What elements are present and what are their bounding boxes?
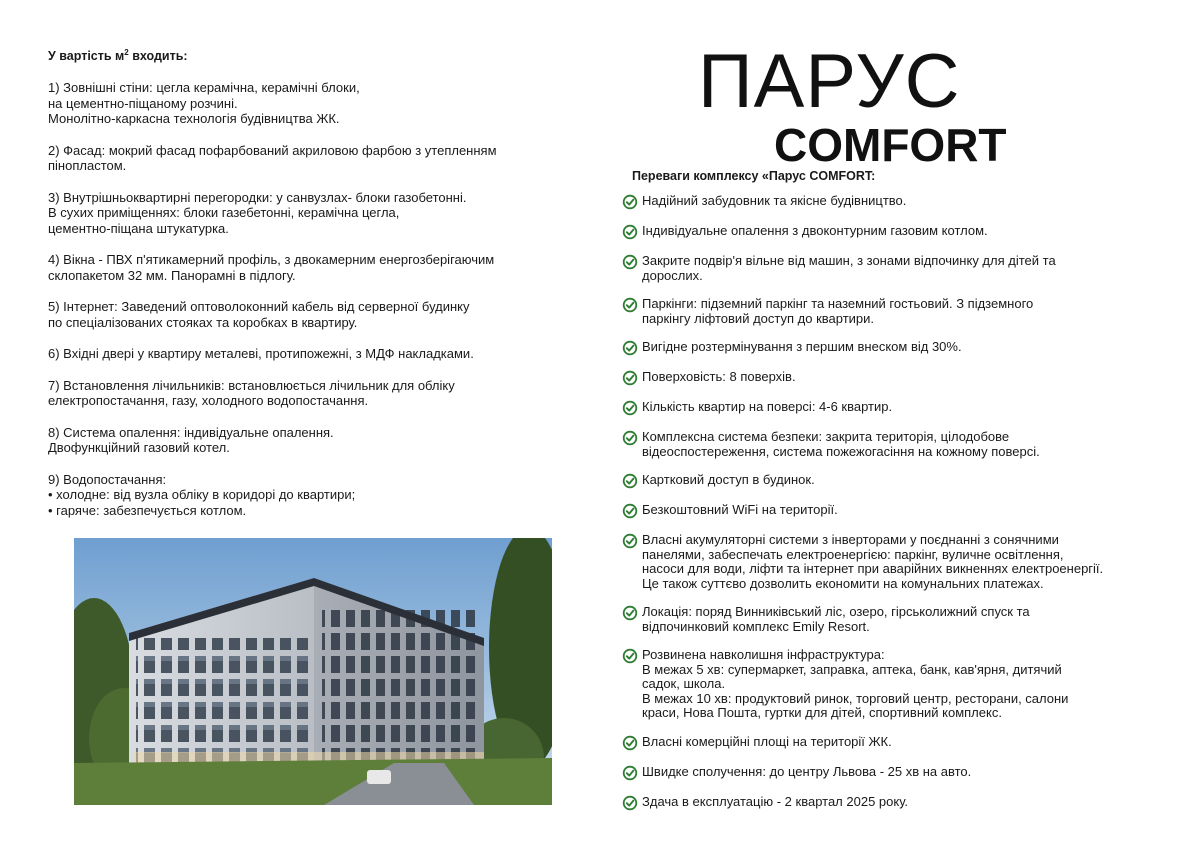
spec-item: 2) Фасад: мокрий фасад пофарбований акриловою фарбою з утепленням пінопластом. bbox=[48, 142, 497, 174]
advantage-text: Розвинена навколишня інфраструктура: В межах 5 хв: супермаркет, заправка, аптека, банк, кав'ярня, дитячий садок, школа. В межах 10 хв: продуктовий ринок, торговий центр, ресторани, салони краси, Нова Пошта, гуртки для дітей, спортивний комплекс. bbox=[642, 647, 1069, 720]
check-circle-icon bbox=[622, 194, 638, 210]
advantage-item bbox=[622, 194, 1182, 210]
spec-item: 3) Внутрішньоквартирні перегородки: у санвузлах- блоки газобетонні. В сухих приміщеннях: блоки газебетонні, керамічна цегла, цементно-піщана штукатурка. bbox=[48, 189, 467, 236]
advantage-text: Власні акумуляторні системи з інверторами у поєднанні з сонячними панелями, забеспечать електроенергією: паркінг, вуличне освітлення, насоси для води, ліфти та інтернет при аварійних викненнях електроенергії. Це також суттєво дозволить економити на комунальних платежах. bbox=[642, 532, 1104, 591]
check-circle-icon bbox=[622, 473, 638, 489]
brand-title: ПАРУС bbox=[698, 39, 961, 124]
check-circle-icon bbox=[622, 735, 638, 751]
spec-item: 4) Вікна - ПВХ п'ятикамерний профіль, з двокамерним енергозберігаючим склопакетом 32 мм. Панорамні в підлогу. bbox=[48, 252, 495, 283]
advantage-item bbox=[622, 370, 1182, 386]
advantages-list bbox=[622, 194, 1182, 825]
advantage-item bbox=[622, 473, 1182, 489]
advantage-text: Комплексна система безпеки: закрита територія, цілодобове відеоспостереження, система пожежогасіння на кожному поверсі. bbox=[642, 429, 1040, 459]
check-circle-icon bbox=[622, 297, 638, 313]
advantage-text: Здача в експлуатацію - 2 квартал 2025 року. bbox=[642, 793, 909, 809]
advantage-item bbox=[622, 533, 1182, 591]
check-circle-icon bbox=[622, 605, 638, 621]
advantage-item bbox=[622, 254, 1182, 283]
spec-item: 8) Система опалення: індивідуальне опалення. Двофункційний газовий котел. bbox=[48, 424, 334, 456]
check-circle-icon bbox=[622, 370, 638, 386]
advantage-item bbox=[622, 735, 1182, 751]
check-circle-icon bbox=[622, 224, 638, 240]
check-circle-icon bbox=[622, 765, 638, 781]
advantage-item bbox=[622, 430, 1182, 459]
check-circle-icon bbox=[622, 430, 638, 446]
advantage-text: Індивідуальне опалення з двоконтурним газовим котлом. bbox=[642, 223, 988, 238]
spec-item: 5) Інтернет: Заведений оптоволоконний кабель від серверної будинку по спеціалізованих стояках та коробках в квартиру. bbox=[48, 299, 470, 330]
specs-section bbox=[48, 48, 608, 534]
advantage-text: Закрите подвір'я вільне від машин, з зонами відпочинку для дітей та дорослих. bbox=[642, 253, 1056, 283]
building-illustration bbox=[74, 538, 552, 805]
spec-item: 7) Встановлення лічильників: встановлюється лічильник для обліку електропостачання, газу, холодного водопостачання. bbox=[48, 377, 455, 409]
advantage-text: Локація: поряд Винниківський ліс, озеро, гірськолижний спуск та відпочинковий комплекс Emily Resort. bbox=[642, 604, 1030, 634]
advantage-item bbox=[622, 648, 1182, 721]
advantage-item bbox=[622, 795, 1182, 811]
advantage-text: Кількість квартир на поверсі: 4-6 квартир. bbox=[642, 399, 893, 414]
advantage-text: Поверховість: 8 поверхів. bbox=[642, 369, 796, 384]
advantage-item bbox=[622, 503, 1182, 519]
advantage-item bbox=[622, 340, 1182, 356]
advantages-title: Переваги комплексу «Парус COMFORT: bbox=[632, 169, 876, 183]
check-circle-icon bbox=[622, 795, 638, 811]
advantage-item bbox=[622, 605, 1182, 634]
building-photo bbox=[74, 538, 552, 805]
advantage-item bbox=[622, 297, 1182, 326]
check-circle-icon bbox=[622, 400, 638, 416]
advantage-text: Вигідне розтермінування з першим внеском від 30%. bbox=[642, 339, 962, 354]
brand-subtitle: COMFORT bbox=[774, 119, 1007, 171]
check-circle-icon bbox=[622, 648, 638, 664]
check-circle-icon bbox=[622, 503, 638, 519]
advantage-text: Швидке сполучення: до центру Львова - 25 хв на авто. bbox=[642, 763, 972, 779]
advantage-item bbox=[622, 400, 1182, 416]
brand-logo bbox=[698, 39, 1118, 172]
advantage-item bbox=[622, 224, 1182, 240]
advantage-text: Надійний забудовник та якісне будівництво. bbox=[642, 193, 907, 208]
advantage-item bbox=[622, 765, 1182, 781]
advantage-text: Безкоштовний WiFi на території. bbox=[642, 502, 838, 517]
spec-item: 9) Водопостачання: • холодне: від вузла обліку в коридорі до квартири; • гаряче: забезпечується котлом. bbox=[48, 471, 356, 518]
advantage-text: Власні комерційні площі на території ЖК. bbox=[642, 733, 892, 749]
advantage-text: Картковий доступ в будинок. bbox=[642, 472, 815, 487]
advantage-text: Паркінги: підземний паркінг та наземний гостьовий. З підземного паркінгу ліфтовий доступ до квартири. bbox=[642, 296, 1034, 326]
check-circle-icon bbox=[622, 340, 638, 356]
check-circle-icon bbox=[622, 254, 638, 270]
specs-heading: У вартість $м^2$ входить: bbox=[48, 48, 188, 64]
check-circle-icon bbox=[622, 533, 638, 549]
spec-item: 1) Зовнішні стіни: цегла керамічна, керамічні блоки, на цементно-піщаному розчині. Монолітно-каркасна технологія будівництва ЖК. bbox=[48, 80, 360, 127]
spec-item: 6) Вхідні двері у квартиру металеві, протипожежні, з МДФ накладками. bbox=[48, 346, 474, 362]
